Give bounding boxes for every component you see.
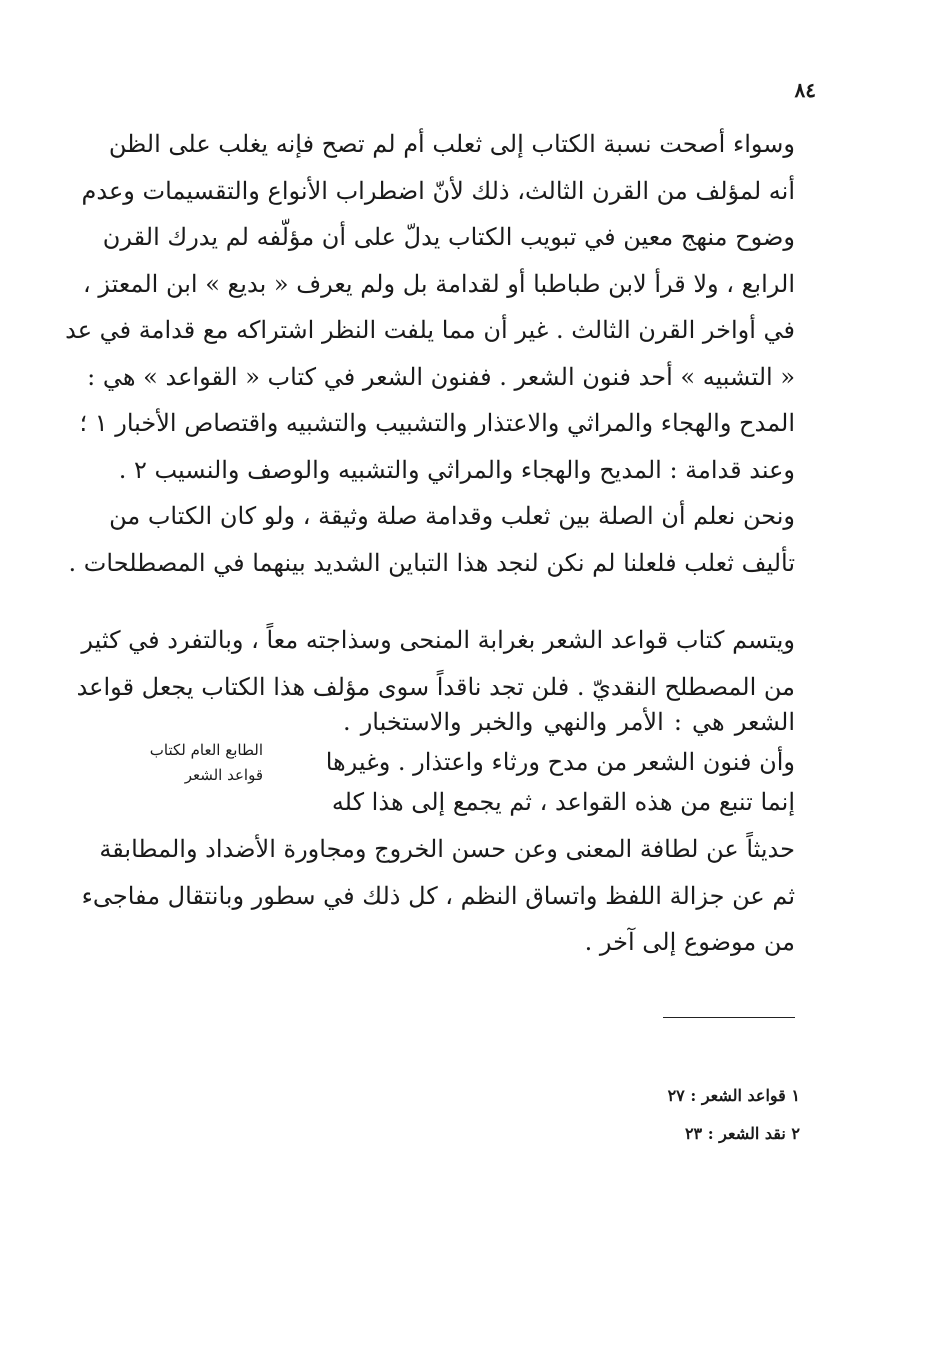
margin-note (123, 738, 263, 788)
text-line: المدح والهجاء والمراثي والاعتذار والتشبيب والتشبيه واقتصاص الأخبار ١ ؛ (79, 409, 795, 437)
footnote-divider (663, 1017, 795, 1018)
text-line: وعند قدامة : المديح والهجاء والمراثي والتشبيه والوصف والنسيب ٢ . (118, 455, 795, 484)
text-line: « التشبيه » أحد فنون الشعر . ففنون الشعر في كتاب « القواعد » هي : (87, 362, 795, 391)
paragraph-2-indented (325, 702, 795, 822)
text-line: ونحن نعلم أن الصلة بين ثعلب وقدامة صلة وثيقة ، ولو كان الكتاب من (109, 502, 795, 530)
paragraph-2-with-margin-note (123, 702, 795, 828)
text-line: وسواء أصحت نسبة الكتاب إلى ثعلب أم لم تصح فإنه يغلب على الظن (108, 130, 795, 158)
text-line: من المصطلح النقديّ . فلن تجد ناقداً سوى مؤلف هذا الكتاب يجعل قواعد (76, 672, 795, 701)
text-line: حديثاً عن لطافة المعنى وعن حسن الخروج ومجاورة الأضداد والمطابقة (99, 835, 795, 863)
text-line: ثم عن جزالة اللفظ واتساق النظم ، كل ذلك في سطور وبانتقال مفاجىء (81, 881, 795, 910)
page-number: ٨٤ (794, 78, 816, 102)
footnotes (400, 1077, 800, 1153)
margin-note-line: قواعد الشعر (184, 766, 263, 784)
text-line: الرابع ، ولا قرأ لابن طباطبا أو لقدامة بل ولم يعرف « بديع » ابن المعتز ، (83, 269, 795, 298)
paragraph-2-top (76, 617, 795, 710)
text-line: في أواخر القرن الثالث . غير أن مما يلفت النظر اشتراكه مع قدامة في عد (65, 316, 795, 344)
paragraph-2-bottom (81, 826, 795, 966)
text-line: الشعر هي : الأمر والنهي والخبر والاستخبار . (343, 708, 795, 736)
text-line: وضوح منهج معين في تبويب الكتاب يدلّ على أن مؤلّفه لم يدرك القرن (102, 223, 795, 251)
footnote: ٢ نقد الشعر : ٢٣ (684, 1124, 800, 1143)
text-line: وأن فنون الشعر من مدح ورثاء واعتذار . وغيرها (325, 748, 795, 776)
text-line: تأليف ثعلب فلعلنا لم نكن لنجد هذا التباين الشديد بينهما في المصطلحات . (68, 548, 795, 577)
margin-note-line: الطابع العام لكتاب (149, 741, 263, 759)
text-line: أنه لمؤلف من القرن الثالث، ذلك لأنّ اضطراب الأنواع والتقسيمات وعدم (81, 176, 795, 205)
footnote: ١ قواعد الشعر : ٢٧ (667, 1086, 800, 1105)
text-line: ويتسم كتاب قواعد الشعر بغرابة المنحى وسذاجته معاً ، وبالتفرد في كثير (81, 626, 795, 654)
paragraph-1 (65, 121, 795, 586)
text-line: من موضوع إلى آخر . (584, 928, 795, 956)
text-line: إنما تنبع من هذه القواعد ، ثم يجمع إلى هذا كله (331, 788, 795, 816)
